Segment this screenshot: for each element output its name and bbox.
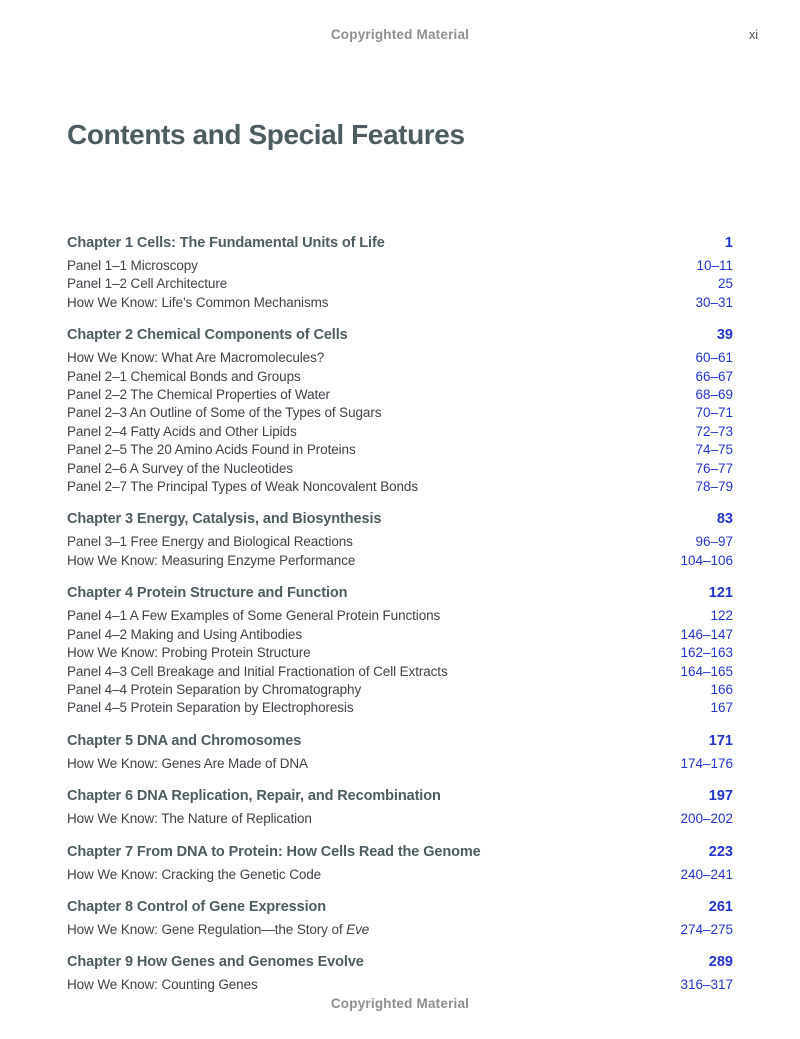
- entry-label: Panel 4–3 Cell Breakage and Initial Fractionation of Cell Extracts: [67, 663, 448, 679]
- chapter-page-number: 83: [716, 511, 733, 528]
- toc-entry: [67, 626, 733, 644]
- entry-label: How We Know: Counting Genes: [67, 977, 258, 993]
- entry-page-number: 10–11: [696, 258, 733, 273]
- toc-entry: [67, 441, 733, 459]
- toc-entry: [67, 386, 733, 404]
- chapter-heading: [67, 897, 733, 917]
- entry-label: Panel 3–1 Free Energy and Biological Reactions: [67, 534, 353, 550]
- entry-label: How We Know: The Nature of Replication: [67, 811, 312, 827]
- entry-label: Panel 4–1 A Few Examples of Some General Protein Functions: [67, 608, 441, 624]
- entry-label: How We Know: Gene Regulation—the Story of Eve: [67, 921, 370, 937]
- chapter-page-number: 289: [708, 954, 733, 971]
- entry-label: Panel 2–7 The Principal Types of Weak Noncovalent Bonds: [67, 479, 418, 495]
- chapter-page-number: 197: [708, 788, 733, 805]
- chapter-heading: [67, 786, 733, 806]
- entry-page-number: 25: [717, 276, 733, 292]
- entry-page-number: 74–75: [695, 442, 733, 458]
- chapter-block: [67, 325, 733, 496]
- entry-label: Panel 2–1 Chemical Bonds and Groups: [67, 368, 301, 384]
- entry-page-number: 72–73: [695, 423, 733, 439]
- chapter-title: Chapter 6 DNA Replication, Repair, and Recombination: [67, 788, 441, 805]
- entry-page-number: 70–71: [695, 405, 733, 421]
- chapter-block: [67, 583, 733, 717]
- entry-page-number: 162–163: [680, 645, 733, 661]
- toc-entry: [67, 349, 733, 367]
- chapter-heading: [67, 731, 733, 751]
- entry-label: How We Know: Measuring Enzyme Performance: [67, 552, 356, 568]
- chapter-block: [67, 233, 733, 312]
- toc-entry: [67, 644, 733, 662]
- entry-label: Panel 2–6 A Survey of the Nucleotides: [67, 460, 293, 476]
- folio-page-number: xi: [748, 28, 758, 42]
- footer-watermark: Copyrighted Material: [330, 996, 470, 1011]
- entry-label: How We Know: Cracking the Genetic Code: [67, 866, 322, 882]
- chapter-block: [67, 509, 733, 570]
- chapter-block: [67, 786, 733, 828]
- chapter-page-number: 1: [724, 235, 733, 251]
- chapter-heading: [67, 325, 733, 345]
- chapter-heading: [67, 583, 733, 603]
- toc-entry: [67, 866, 733, 884]
- entry-label: Panel 2–2 The Chemical Properties of Water: [67, 387, 330, 403]
- toc-list: [67, 233, 733, 1008]
- chapter-heading: [67, 842, 733, 862]
- chapter-title: Chapter 2 Chemical Components of Cells: [67, 327, 348, 344]
- entry-page-number: 78–79: [695, 479, 733, 495]
- entry-label: How We Know: Probing Protein Structure: [67, 645, 311, 661]
- toc-entry: [67, 460, 733, 478]
- entry-page-number: 104–106: [680, 552, 733, 568]
- chapter-page-number: 121: [708, 585, 733, 602]
- entry-label: Panel 2–3 An Outline of Some of the Types of Sugars: [67, 405, 382, 421]
- toc-entry: [67, 921, 733, 939]
- toc-entry: [67, 699, 733, 717]
- page-title: Contents and Special Features: [67, 119, 465, 150]
- toc-entry: [67, 663, 733, 681]
- entry-label: How We Know: What Are Macromolecules?: [67, 350, 325, 366]
- entry-label: Panel 2–5 The 20 Amino Acids Found in Proteins: [67, 442, 356, 458]
- toc-entry: [67, 533, 733, 551]
- entry-page-number: 66–67: [695, 368, 733, 384]
- entry-page-number: 30–31: [695, 294, 733, 310]
- entry-page-number: 96–97: [695, 534, 733, 550]
- chapter-block: [67, 842, 733, 884]
- toc-entry: [67, 275, 733, 293]
- entry-page-number: 164–165: [680, 663, 733, 679]
- header-watermark: Copyrighted Material: [330, 27, 470, 42]
- entry-label: Panel 4–5 Protein Separation by Electrophoresis: [67, 700, 354, 716]
- entry-page-number: 122: [710, 608, 733, 624]
- chapter-heading: [67, 233, 733, 253]
- entry-page-number: 200–202: [680, 811, 733, 827]
- chapter-title: Chapter 3 Energy, Catalysis, and Biosynthesis: [67, 511, 382, 528]
- chapter-block: [67, 731, 733, 773]
- chapter-heading: [67, 952, 733, 972]
- entry-page-number: 76–77: [695, 460, 733, 476]
- toc-entry: [67, 755, 733, 773]
- toc-entry: [67, 368, 733, 386]
- toc-entry: [67, 423, 733, 441]
- chapter-block: [67, 952, 733, 994]
- page-footer: [0, 996, 800, 1014]
- chapter-heading: [67, 509, 733, 529]
- toc-entry: [67, 294, 733, 312]
- chapter-title: Chapter 8 Control of Gene Expression: [67, 898, 327, 915]
- chapter-page-number: 39: [716, 327, 733, 344]
- entry-page-number: 316–317: [680, 977, 733, 993]
- entry-label: Panel 4–2 Making and Using Antibodies: [67, 626, 302, 642]
- chapter-title: Chapter 1 Cells: The Fundamental Units of Life: [67, 235, 385, 251]
- toc-entry: [67, 607, 733, 625]
- chapter-block: [67, 897, 733, 939]
- chapter-title: Chapter 5 DNA and Chromosomes: [67, 732, 302, 749]
- toc-entry: [67, 681, 733, 699]
- chapter-page-number: 223: [708, 843, 733, 860]
- entry-label: Panel 1–1 Microscopy: [67, 258, 198, 273]
- toc-entry: [67, 552, 733, 570]
- entry-label: Panel 2–4 Fatty Acids and Other Lipids: [67, 423, 297, 439]
- toc-entry: [67, 976, 733, 994]
- entry-label-italic: Eve: [346, 921, 370, 937]
- chapter-title: Chapter 4 Protein Structure and Function: [67, 585, 348, 602]
- entry-label: Panel 4–4 Protein Separation by Chromatography: [67, 681, 362, 697]
- entry-page-number: 167: [710, 700, 733, 716]
- toc-entry: [67, 257, 733, 275]
- entry-page-number: 174–176: [680, 755, 733, 771]
- entry-label: Panel 1–2 Cell Architecture: [67, 276, 228, 292]
- chapter-title: Chapter 9 How Genes and Genomes Evolve: [67, 954, 364, 971]
- entry-page-number: 68–69: [695, 387, 733, 403]
- entry-page-number: 146–147: [680, 626, 733, 642]
- entry-page-number: 240–241: [680, 866, 733, 882]
- toc-entry: [67, 404, 733, 422]
- toc-entry: [67, 810, 733, 828]
- chapter-title: Chapter 7 From DNA to Protein: How Cells Read the Genome: [67, 843, 481, 860]
- entry-page-number: 166: [710, 681, 733, 697]
- toc-entry: [67, 478, 733, 496]
- page-header: [0, 27, 800, 45]
- chapter-page-number: 171: [708, 732, 733, 749]
- entry-page-number: 60–61: [695, 350, 733, 366]
- entry-page-number: 274–275: [680, 921, 733, 937]
- entry-label: How We Know: Genes Are Made of DNA: [67, 755, 308, 771]
- chapter-page-number: 261: [708, 898, 733, 915]
- entry-label: How We Know: Life’s Common Mechanisms: [67, 294, 329, 310]
